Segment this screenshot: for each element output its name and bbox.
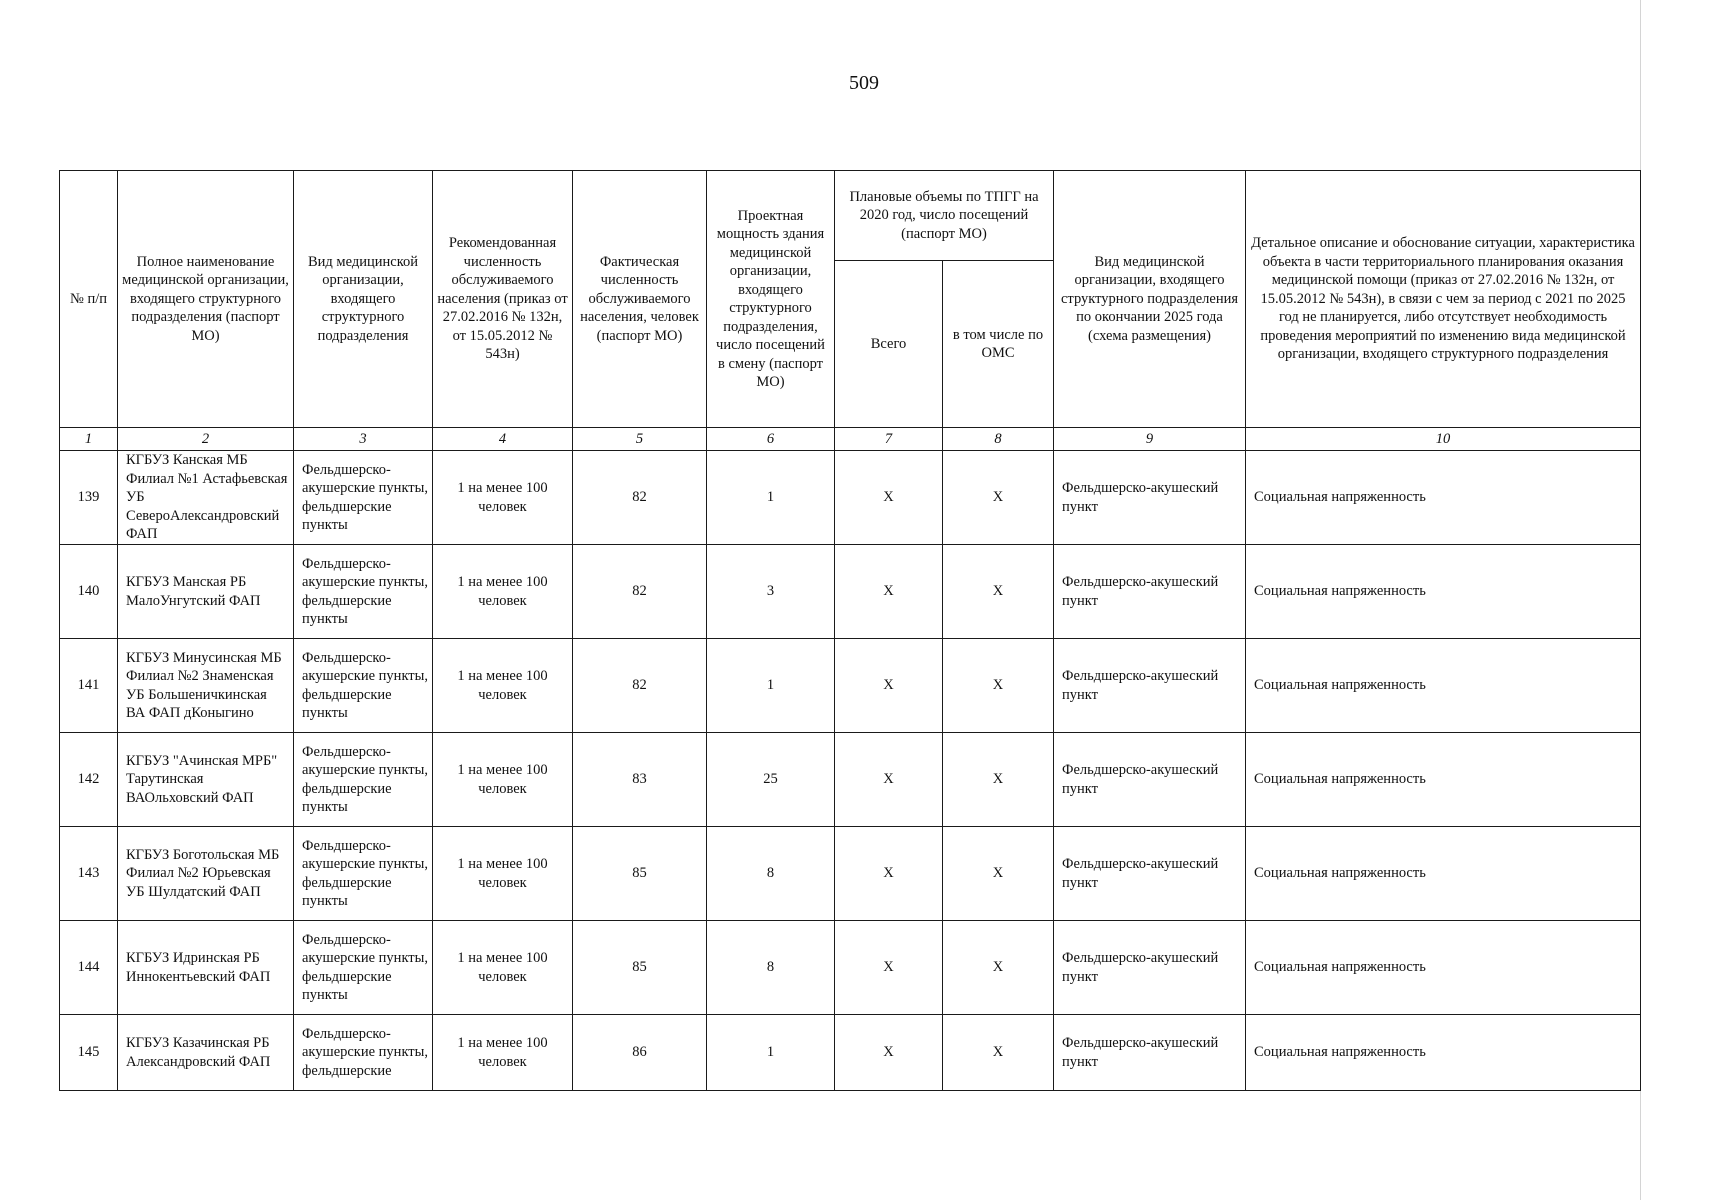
design-capacity: 8 <box>707 827 835 921</box>
column-number: 4 <box>433 428 573 451</box>
recommended-population: 1 на менее 100 человек <box>433 639 573 733</box>
table-row <box>60 921 1641 1015</box>
column-number: 6 <box>707 428 835 451</box>
row-number: 142 <box>60 733 118 827</box>
actual-population: 82 <box>573 451 707 545</box>
planned-total: X <box>835 451 943 545</box>
description: Социальная напряженность <box>1246 545 1641 639</box>
column-number: 1 <box>60 428 118 451</box>
row-number: 143 <box>60 827 118 921</box>
description: Социальная напряженность <box>1246 827 1641 921</box>
organization-name: КГБУЗ Минусинская МБ Филиал №2 Знаменская УБ Большеничкинская ВА ФАП дКоныгино <box>118 639 294 733</box>
organization-type: Фельдшерско-акушерские пункты, фельдшерские пункты <box>294 921 433 1015</box>
recommended-population: 1 на менее 100 человек <box>433 545 573 639</box>
header-organization-type: Вид медицинской организации, входящего структурного подразделения <box>294 171 433 428</box>
actual-population: 86 <box>573 1015 707 1091</box>
medical-organizations-table <box>59 170 1641 1091</box>
actual-population: 82 <box>573 545 707 639</box>
description: Социальная напряженность <box>1246 921 1641 1015</box>
recommended-population: 1 на менее 100 человек <box>433 733 573 827</box>
planned-total: X <box>835 1015 943 1091</box>
planned-oms: X <box>943 921 1054 1015</box>
column-number: 10 <box>1246 428 1641 451</box>
organization-name: КГБУЗ Боготольская МБ Филиал №2 Юрьевская УБ Шулдатский ФАП <box>118 827 294 921</box>
future-type: Фельдшерско-акушеский пункт <box>1054 733 1246 827</box>
organization-type: Фельдшерско-акушерские пункты, фельдшерские пункты <box>294 733 433 827</box>
header-number: № п/п <box>60 171 118 428</box>
table-row <box>60 827 1641 921</box>
design-capacity: 25 <box>707 733 835 827</box>
column-number: 9 <box>1054 428 1246 451</box>
header-design-capacity: Проектная мощность здания медицинской организации, входящего структурного подразделения, число посещений в смену (паспорт МО) <box>707 171 835 428</box>
organization-type: Фельдшерско-акушерские пункты, фельдшерские пункты <box>294 545 433 639</box>
column-number: 2 <box>118 428 294 451</box>
table-row <box>60 451 1641 545</box>
header-description: Детальное описание и обоснование ситуации, характеристика объекта в части территориального планирования оказания медицинской помощи (приказ от 27.02.2016 № 132н, от 15.05.2012 № 543н), в связи с чем за период с 2021 по 2025 год не планируется, либо отсутствует необходимость проведения мероприятий по изменению вида медицинской организации, входящего структурного подразделения <box>1246 171 1641 428</box>
row-number: 140 <box>60 545 118 639</box>
header-recommended-population: Рекомендованная численность обслуживаемого населения (приказ от 27.02.2016 № 132н, от 15.05.2012 № 543н) <box>433 171 573 428</box>
column-number: 5 <box>573 428 707 451</box>
design-capacity: 1 <box>707 639 835 733</box>
recommended-population: 1 на менее 100 человек <box>433 921 573 1015</box>
future-type: Фельдшерско-акушеский пункт <box>1054 639 1246 733</box>
organization-name: КГБУЗ "Ачинская МРБ" Тарутинская ВАОльховский ФАП <box>118 733 294 827</box>
future-type: Фельдшерско-акушеский пункт <box>1054 827 1246 921</box>
planned-oms: X <box>943 827 1054 921</box>
organization-type: Фельдшерско-акушерские пункты, фельдшерские пункты <box>294 451 433 545</box>
table-row <box>60 733 1641 827</box>
planned-total: X <box>835 827 943 921</box>
header-actual-population: Фактическая численность обслуживаемого населения, человек (паспорт МО) <box>573 171 707 428</box>
header-full-name: Полное наименование медицинской организации, входящего структурного подразделения (паспорт МО) <box>118 171 294 428</box>
column-number: 7 <box>835 428 943 451</box>
organization-type: Фельдшерско-акушерские пункты, фельдшерские пункты <box>294 827 433 921</box>
column-number: 8 <box>943 428 1054 451</box>
planned-oms: X <box>943 1015 1054 1091</box>
design-capacity: 8 <box>707 921 835 1015</box>
column-number-row <box>60 428 1641 451</box>
design-capacity: 3 <box>707 545 835 639</box>
organization-name: КГБУЗ Казачинская РБ Александровский ФАП <box>118 1015 294 1091</box>
actual-population: 83 <box>573 733 707 827</box>
page-number: 509 <box>849 72 879 94</box>
planned-oms: X <box>943 451 1054 545</box>
future-type: Фельдшерско-акушеский пункт <box>1054 1015 1246 1091</box>
recommended-population: 1 на менее 100 человек <box>433 827 573 921</box>
description: Социальная напряженность <box>1246 639 1641 733</box>
planned-oms: X <box>943 545 1054 639</box>
organization-type: Фельдшерско-акушерские пункты, фельдшерские пункты <box>294 639 433 733</box>
header-planned-volumes: Плановые объемы по ТПГГ на 2020 год, число посещений (паспорт МО) <box>835 171 1054 261</box>
future-type: Фельдшерско-акушеский пункт <box>1054 451 1246 545</box>
actual-population: 82 <box>573 639 707 733</box>
table-row <box>60 639 1641 733</box>
description: Социальная напряженность <box>1246 733 1641 827</box>
actual-population: 85 <box>573 921 707 1015</box>
planned-total: X <box>835 733 943 827</box>
table-row <box>60 1015 1641 1091</box>
planned-total: X <box>835 921 943 1015</box>
row-number: 139 <box>60 451 118 545</box>
actual-population: 85 <box>573 827 707 921</box>
column-number: 3 <box>294 428 433 451</box>
planned-total: X <box>835 639 943 733</box>
description: Социальная напряженность <box>1246 451 1641 545</box>
planned-oms: X <box>943 639 1054 733</box>
organization-name: КГБУЗ Идринская РБ Иннокентьевский ФАП <box>118 921 294 1015</box>
planned-total: X <box>835 545 943 639</box>
organization-type: Фельдшерско-акушерские пункты, фельдшерские <box>294 1015 433 1091</box>
design-capacity: 1 <box>707 451 835 545</box>
organization-name: КГБУЗ Манская РБ МалоУнгутский ФАП <box>118 545 294 639</box>
table-row <box>60 545 1641 639</box>
header-future-type: Вид медицинской организации, входящего структурного подразделения по окончании 2025 года (схема размещения) <box>1054 171 1246 428</box>
row-number: 145 <box>60 1015 118 1091</box>
organization-name: КГБУЗ Канская МБ Филиал №1 Астафьевская УБ СевероАлександровский ФАП <box>118 451 294 545</box>
future-type: Фельдшерско-акушеский пункт <box>1054 921 1246 1015</box>
header-oms: в том числе по ОМС <box>943 261 1054 428</box>
planned-oms: X <box>943 733 1054 827</box>
recommended-population: 1 на менее 100 человек <box>433 451 573 545</box>
description: Социальная напряженность <box>1246 1015 1641 1091</box>
row-number: 144 <box>60 921 118 1015</box>
header-total: Всего <box>835 261 943 428</box>
future-type: Фельдшерско-акушеский пункт <box>1054 545 1246 639</box>
row-number: 141 <box>60 639 118 733</box>
design-capacity: 1 <box>707 1015 835 1091</box>
recommended-population: 1 на менее 100 человек <box>433 1015 573 1091</box>
